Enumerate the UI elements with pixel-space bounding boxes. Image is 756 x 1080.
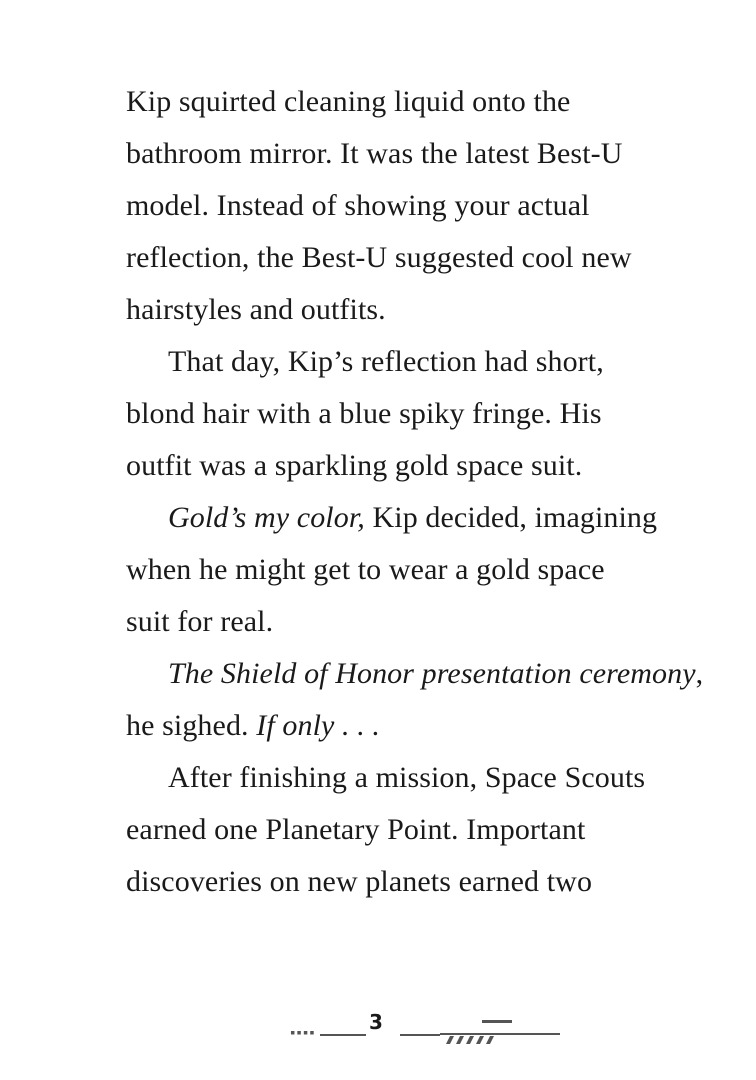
- text-line: [126, 700, 686, 752]
- italic-thought: Gold’s my color,: [168, 501, 365, 534]
- text-line: Kip squirted cleaning liquid onto the: [126, 85, 571, 118]
- text-line: reflection, the Best-U suggested cool new: [126, 241, 632, 274]
- text-line: model. Instead of showing your actual: [126, 189, 590, 222]
- text-line: [126, 648, 704, 700]
- text-span: ,: [695, 657, 704, 690]
- text-line: earned one Planetary Point. Important: [126, 813, 586, 846]
- text-line: hairstyles and outfits.: [126, 293, 386, 326]
- italic-thought: If only . . .: [256, 709, 381, 742]
- text-span: Kip decided, imagining: [364, 501, 658, 534]
- text-line: outfit was a sparkling gold space suit.: [126, 449, 583, 482]
- page-number: 3: [369, 1010, 383, 1034]
- text-span: he sighed.: [126, 709, 257, 742]
- footer-divider-left: [320, 1034, 366, 1036]
- text-line: After finishing a mission, Space Scouts: [168, 761, 646, 794]
- italic-thought: The Shield of Honor presentation ceremony: [168, 657, 696, 690]
- text-line: when he might get to wear a gold space: [126, 553, 605, 586]
- text-line: discoveries on new planets earned two: [126, 865, 593, 898]
- footer-divider-right: [400, 1034, 440, 1036]
- text-line: bathroom mirror. It was the latest Best-U: [126, 137, 623, 170]
- page-footer: [0, 1000, 756, 1060]
- text-line: [126, 492, 686, 544]
- footer-stripe-ornament: [440, 1020, 560, 1044]
- page-body-text: [126, 76, 704, 908]
- text-line: blond hair with a blue spiky fringe. His: [126, 397, 602, 430]
- footer-tick-ornament: ▪▪▪▪: [290, 1028, 316, 1038]
- text-line: That day, Kip’s reflection had short,: [168, 345, 604, 378]
- text-line: suit for real.: [126, 605, 274, 638]
